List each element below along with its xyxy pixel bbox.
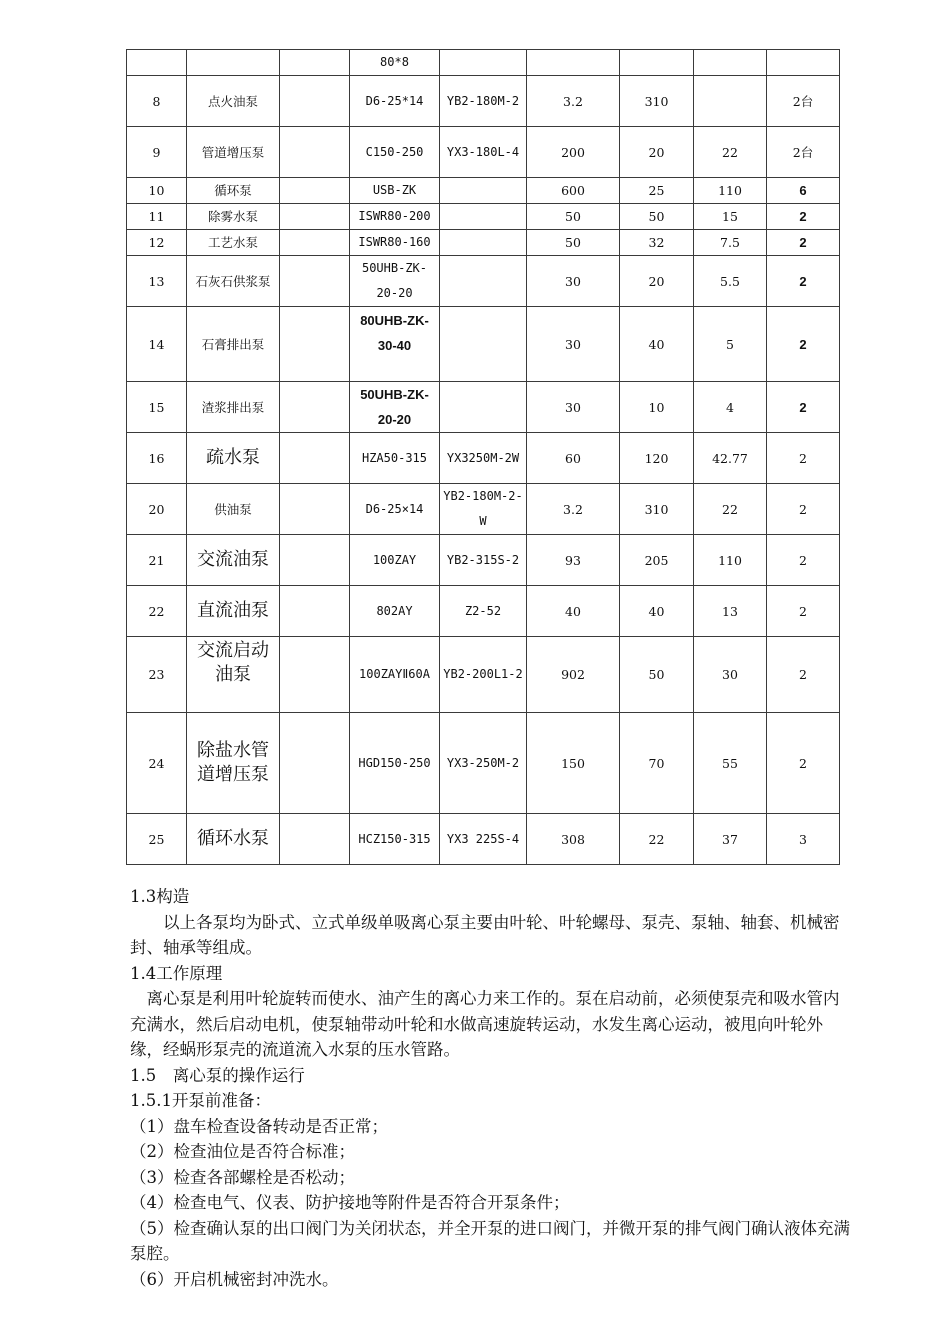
cell-power (694, 50, 767, 76)
cell-model: 100ZAY (350, 535, 440, 586)
cell-no: 20 (127, 484, 187, 535)
cell-no: 9 (127, 127, 187, 178)
cell-qty: 2 (767, 433, 840, 484)
cell-qty: 2 (767, 256, 840, 307)
cell-power: 55 (694, 713, 767, 814)
cell-motor (440, 307, 527, 382)
cell-head: 120 (620, 433, 694, 484)
table-row (127, 76, 840, 127)
cell-no (127, 50, 187, 76)
cell-head: 310 (620, 484, 694, 535)
cell-motor: YB2-315S-2 (440, 535, 527, 586)
cell-spec (280, 713, 350, 814)
cell-motor: Z2-52 (440, 586, 527, 637)
cell-qty: 2 (767, 713, 840, 814)
list-item: （2）检查油位是否符合标准； (130, 1142, 355, 1161)
cell-power: 110 (694, 178, 767, 204)
cell-model: 80*8 (350, 50, 440, 76)
cell-name: 点火油泵 (187, 76, 280, 127)
cell-power (694, 76, 767, 127)
cell-motor: YX3-250M-2 (440, 713, 527, 814)
cell-model: D6-25*14 (350, 76, 440, 127)
cell-qty: 2 (767, 230, 840, 256)
cell-power: 30 (694, 637, 767, 713)
table-row (127, 535, 840, 586)
cell-name: 供油泵 (187, 484, 280, 535)
table-row (127, 586, 840, 637)
cell-no: 12 (127, 230, 187, 256)
cell-name: 疏水泵 (187, 433, 280, 484)
section-heading: 1.4工作原理 (130, 963, 223, 983)
cell-head: 310 (620, 76, 694, 127)
cell-flow: 150 (527, 713, 620, 814)
cell-model: ISWR80-160 (350, 230, 440, 256)
cell-qty: 2台 (767, 76, 840, 127)
cell-name: 渣浆排出泵 (187, 382, 280, 433)
cell-flow: 40 (527, 586, 620, 637)
cell-head: 20 (620, 256, 694, 307)
cell-power: 7.5 (694, 230, 767, 256)
cell-spec (280, 76, 350, 127)
cell-power: 22 (694, 484, 767, 535)
subsection-heading: 1.5.1开泵前准备： (130, 1091, 271, 1110)
cell-motor (440, 50, 527, 76)
table-row (127, 484, 840, 535)
cell-flow: 902 (527, 637, 620, 713)
cell-flow: 3.2 (527, 484, 620, 535)
cell-model: HGD150-250 (350, 713, 440, 814)
cell-spec (280, 535, 350, 586)
cell-motor (440, 382, 527, 433)
cell-head: 22 (620, 814, 694, 865)
cell-qty: 2 (767, 307, 840, 382)
cell-motor (440, 178, 527, 204)
cell-head: 20 (620, 127, 694, 178)
cell-name: 除盐水管道增压泵 (187, 713, 280, 814)
cell-spec (280, 814, 350, 865)
cell-model: 50UHB-ZK-20-20 (350, 382, 440, 433)
cell-power: 5.5 (694, 256, 767, 307)
table-row (127, 382, 840, 433)
section-heading: 1.3构造 (130, 887, 190, 906)
cell-flow: 200 (527, 127, 620, 178)
cell-model: ISWR80-200 (350, 204, 440, 230)
paragraph: 以上各泵均为卧式、立式单级单吸离心泵主要由叶轮、叶轮螺母、泵壳、泵轴、轴套、机械密封、轴承等组成。 (130, 912, 840, 957)
cell-qty: 2 (767, 637, 840, 713)
cell-motor: YX3250M-2W (440, 433, 527, 484)
cell-head: 70 (620, 713, 694, 814)
cell-name: 交流启动油泵 (187, 637, 280, 713)
cell-flow: 30 (527, 307, 620, 382)
cell-flow: 600 (527, 178, 620, 204)
cell-power: 4 (694, 382, 767, 433)
cell-head: 50 (620, 204, 694, 230)
cell-model: 80UHB-ZK-30-40 (350, 307, 440, 382)
cell-power: 42.77 (694, 433, 767, 484)
table-row (127, 433, 840, 484)
cell-spec (280, 50, 350, 76)
cell-name: 循环水泵 (187, 814, 280, 865)
cell-head: 205 (620, 535, 694, 586)
cell-motor: YB2-200L1-2 (440, 637, 527, 713)
cell-no: 15 (127, 382, 187, 433)
cell-model: HZA50-315 (350, 433, 440, 484)
cell-no: 8 (127, 76, 187, 127)
cell-flow: 60 (527, 433, 620, 484)
cell-head: 40 (620, 307, 694, 382)
cell-qty: 2 (767, 484, 840, 535)
cell-spec (280, 230, 350, 256)
table-row (127, 256, 840, 307)
table-row (127, 50, 840, 76)
cell-model: USB-ZK (350, 178, 440, 204)
cell-no: 11 (127, 204, 187, 230)
cell-flow: 308 (527, 814, 620, 865)
list-item: （3）检查各部螺栓是否松动； (130, 1167, 355, 1187)
cell-qty: 6 (767, 178, 840, 204)
list-item: （5）检查确认泵的出口阀门为关闭状态，并全开泵的进口阀门，并微开泵的排气阀门确认液体充满泵腔。 (130, 1218, 850, 1263)
cell-no: 24 (127, 713, 187, 814)
cell-qty: 3 (767, 814, 840, 865)
cell-model: C150-250 (350, 127, 440, 178)
cell-head: 10 (620, 382, 694, 433)
cell-power: 13 (694, 586, 767, 637)
cell-motor: YX3-180L-4 (440, 127, 527, 178)
cell-spec (280, 178, 350, 204)
cell-qty: 2 (767, 382, 840, 433)
paragraph: 离心泵是利用叶轮旋转而使水、油产生的离心力来工作的。泵在启动前，必须使泵壳和吸水管内充满水，然后启动电机，使泵轴带动叶轮和水做高速旋转运动，水发生离心运动，被甩向叶轮外缘，经蜗形泵壳的流道流入水泵的压水管路。 (130, 989, 840, 1059)
cell-no: 13 (127, 256, 187, 307)
cell-no: 10 (127, 178, 187, 204)
cell-model: 802AY (350, 586, 440, 637)
list-item: （1）盘车检查设备转动是否正常； (130, 1116, 388, 1136)
cell-no: 14 (127, 307, 187, 382)
cell-name: 石灰石供浆泵 (187, 256, 280, 307)
cell-motor (440, 230, 527, 256)
cell-head: 25 (620, 178, 694, 204)
cell-flow (527, 50, 620, 76)
cell-head: 40 (620, 586, 694, 637)
cell-model: D6-25×14 (350, 484, 440, 535)
cell-power: 5 (694, 307, 767, 382)
cell-motor: YB2-180M-2-W (440, 484, 527, 535)
cell-spec (280, 256, 350, 307)
cell-name: 交流油泵 (187, 535, 280, 586)
cell-qty: 2 (767, 586, 840, 637)
cell-flow: 3.2 (527, 76, 620, 127)
cell-no: 25 (127, 814, 187, 865)
section-heading: 1.5 离心泵的操作运行 (130, 1065, 305, 1085)
table-row (127, 814, 840, 865)
cell-model: 100ZAYⅡ60A (350, 637, 440, 713)
cell-spec (280, 637, 350, 713)
table-body (127, 50, 840, 865)
cell-no: 22 (127, 586, 187, 637)
cell-model: HCZ150-315 (350, 814, 440, 865)
cell-motor (440, 204, 527, 230)
cell-name: 管道增压泵 (187, 127, 280, 178)
cell-flow: 93 (527, 535, 620, 586)
cell-flow: 30 (527, 256, 620, 307)
cell-spec (280, 382, 350, 433)
cell-spec (280, 204, 350, 230)
list-item: （6）开启机械密封冲洗水。 (130, 1269, 339, 1289)
cell-flow: 50 (527, 204, 620, 230)
cell-power: 22 (694, 127, 767, 178)
cell-qty (767, 50, 840, 76)
cell-name: 循环泵 (187, 178, 280, 204)
pump-specification-table (126, 49, 840, 865)
cell-name: 石膏排出泵 (187, 307, 280, 382)
cell-name: 除雾水泵 (187, 204, 280, 230)
cell-flow: 50 (527, 230, 620, 256)
table-row (127, 713, 840, 814)
cell-power: 110 (694, 535, 767, 586)
cell-no: 23 (127, 637, 187, 713)
table-row (127, 204, 840, 230)
cell-head (620, 50, 694, 76)
cell-qty: 2台 (767, 127, 840, 178)
table-row (127, 230, 840, 256)
cell-spec (280, 307, 350, 382)
cell-spec (280, 433, 350, 484)
table-row (127, 637, 840, 713)
cell-head: 50 (620, 637, 694, 713)
cell-spec (280, 586, 350, 637)
cell-spec (280, 127, 350, 178)
cell-motor (440, 256, 527, 307)
cell-power: 15 (694, 204, 767, 230)
cell-spec (280, 484, 350, 535)
cell-name: 工艺水泵 (187, 230, 280, 256)
body-text (130, 884, 850, 1292)
cell-power: 37 (694, 814, 767, 865)
cell-qty: 2 (767, 535, 840, 586)
cell-no: 21 (127, 535, 187, 586)
cell-qty: 2 (767, 204, 840, 230)
table-row (127, 178, 840, 204)
table-row (127, 127, 840, 178)
cell-motor: YB2-180M-2 (440, 76, 527, 127)
cell-motor: YX3 225S-4 (440, 814, 527, 865)
table-row (127, 307, 840, 382)
cell-model: 50UHB-ZK-20-20 (350, 256, 440, 307)
list-item: （4）检查电气、仪表、防护接地等附件是否符合开泵条件； (130, 1193, 570, 1212)
cell-flow: 30 (527, 382, 620, 433)
cell-head: 32 (620, 230, 694, 256)
cell-name: 直流油泵 (187, 586, 280, 637)
cell-no: 16 (127, 433, 187, 484)
cell-name (187, 50, 280, 76)
